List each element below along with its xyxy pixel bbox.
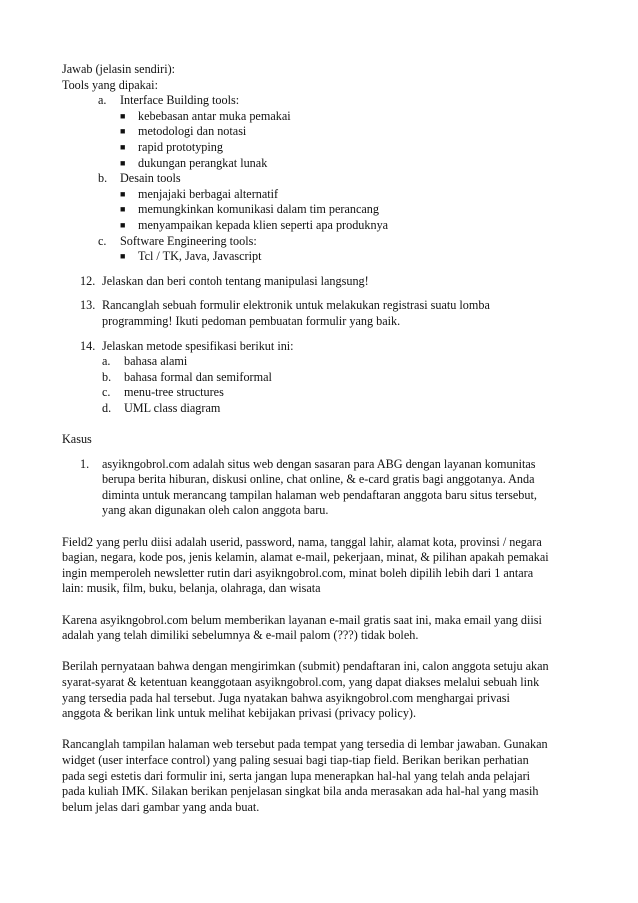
paragraph-line: yang tersedia pada hal tersebut. Juga nyatakan bahwa asyikngobrol.com menghargai privasi — [62, 690, 510, 705]
bullet-text: dukungan perangkat lunak — [138, 155, 268, 170]
square-bullet-icon: ■ — [120, 251, 126, 262]
question-number: 13. — [80, 298, 96, 313]
sub-item — [62, 370, 582, 386]
bullet-text: memungkinkan komunikasi dalam tim perancang — [138, 202, 379, 217]
question-13 — [62, 298, 582, 314]
tool-item-desain — [62, 171, 582, 187]
list-marker: b. — [102, 369, 112, 384]
paragraph-line: Karena asyikngobrol.com belum memberikan layanan e-mail gratis saat ini, maka email yang diisi — [62, 612, 542, 627]
list-marker: b. — [98, 171, 108, 186]
list-marker: d. — [102, 400, 112, 415]
document-page — [62, 62, 582, 815]
sub-item-text: bahasa formal dan semiformal — [124, 369, 272, 384]
paragraph-line: Field2 yang perlu diisi adalah userid, password, nama, tanggal lahir, alamat kota, provinsi / negara — [62, 534, 542, 549]
paragraph-fields — [62, 535, 582, 597]
tool-item-interface-building — [62, 93, 582, 109]
list-marker: c. — [98, 233, 107, 248]
sub-item-text: menu-tree structures — [124, 385, 224, 400]
kasus-text-continued: diminta untuk merancang tampilan halaman web pendaftaran anggota baru situs tersebut, — [102, 487, 537, 502]
bullet-item — [62, 140, 582, 156]
question-text: Rancanglah sebuah formulir elektronik untuk melakukan registrasi suatu lomba — [102, 298, 490, 313]
paragraph-line: ingin memperoleh newsletter rutin dari asyikngobrol.com, minat boleh dipilih lebih dari 1 antara — [62, 565, 534, 580]
sub-item — [62, 354, 582, 370]
paragraph-design — [62, 737, 582, 815]
kasus-text-continued: berupa berita hiburan, diskusi online, chat online, & e-card gratis bagi anggotanya. Anda — [102, 472, 535, 487]
bullet-item — [62, 249, 582, 265]
tool-item-software-engineering — [62, 234, 582, 250]
bullet-item — [62, 124, 582, 140]
question-12 — [62, 274, 582, 290]
square-bullet-icon: ■ — [120, 188, 126, 199]
sub-item — [62, 401, 582, 417]
paragraph-line: adalah yang telah dimiliki sebelumnya & e-mail palom (???) tidak boleh. — [62, 628, 419, 643]
bullet-text: menjajaki berbagai alternatif — [138, 186, 279, 201]
bullet-text: Tcl / TK, Java, Javascript — [138, 249, 262, 264]
paragraph-line: lain: musik, film, buku, belanja, olahraga, dan wisata — [62, 581, 321, 596]
tools-heading: Tools yang dipakai: — [62, 77, 158, 92]
sub-item — [62, 385, 582, 401]
kasus-heading: Kasus — [62, 432, 92, 447]
question-14 — [62, 339, 582, 355]
paragraph-line: pada kuliah IMK. Silakan berikan penjelasan singkat bila anda merasakan ada hal-hal yang masih — [62, 784, 539, 799]
sub-item-text: UML class diagram — [124, 400, 221, 415]
list-marker: c. — [102, 385, 111, 400]
paragraph-line: bagian, negara, kode pos, jenis kelamin, alamat e-mail, pekerjaan, minat, & pilihan apakah pemakai — [62, 550, 549, 565]
question-number: 12. — [80, 273, 96, 288]
paragraph-line: pada segi estetis dari formulir ini, serta jangan lupa menerapkan hal-hal yang telah anda pelajari — [62, 768, 531, 783]
bullet-text: rapid prototyping — [138, 139, 223, 154]
bullet-text: kebebasan antar muka pemakai — [138, 108, 291, 123]
question-text: Jelaskan metode spesifikasi berikut ini: — [102, 338, 294, 353]
question-text: Jelaskan dan beri contoh tentang manipulasi langsung! — [102, 273, 369, 288]
square-bullet-icon: ■ — [120, 126, 126, 137]
paragraph-line: widget (user interface control) yang paling sesuai bagi tiap-tiap field. Berikan berikan perhatian — [62, 752, 529, 767]
tool-label: Interface Building tools: — [120, 93, 240, 108]
paragraph-terms — [62, 659, 582, 721]
bullet-item — [62, 202, 582, 218]
list-marker: a. — [102, 354, 111, 369]
question-text-continued: programming! Ikuti pedoman pembuatan formulir yang baik. — [102, 313, 401, 328]
question-number: 14. — [80, 338, 96, 353]
paragraph-line: syarat-syarat & ketentuan keanggotaan asyikngobrol.com, yang dapat diakses melalui sebuah link — [62, 674, 540, 689]
bullet-item — [62, 187, 582, 203]
paragraph-line: anggota & berikan link untuk melihat kebijakan privasi (privacy policy). — [62, 706, 417, 721]
square-bullet-icon: ■ — [120, 110, 126, 121]
list-marker: a. — [98, 93, 107, 108]
paragraph-line: Berilah pernyataan bahwa dengan mengirimkan (submit) pendaftaran ini, calon anggota setuju akan — [62, 659, 549, 674]
paragraph-line: belum jelas dari gambar yang anda buat. — [62, 799, 260, 814]
bullet-text: menyampaikan kepada klien seperti apa produknya — [138, 217, 389, 232]
sub-item-text: bahasa alami — [124, 354, 188, 369]
square-bullet-icon: ■ — [120, 204, 126, 215]
tool-label: Software Engineering tools: — [120, 233, 257, 248]
tool-label: Desain tools — [120, 171, 181, 186]
kasus-text: asyikngobrol.com adalah situs web dengan sasaran para ABG dengan layanan komunitas — [102, 456, 536, 471]
bullet-item — [62, 109, 582, 125]
kasus-text-continued: yang akan digunakan oleh calon anggota baru. — [102, 503, 329, 518]
bullet-item — [62, 218, 582, 234]
list-marker: 1. — [80, 456, 90, 471]
answer-heading: Jawab (jelasin sendiri): — [62, 62, 176, 76]
square-bullet-icon: ■ — [120, 157, 126, 168]
kasus-item-1 — [62, 457, 582, 473]
bullet-item — [62, 156, 582, 172]
square-bullet-icon: ■ — [120, 219, 126, 230]
paragraph-email — [62, 613, 582, 644]
bullet-text: metodologi dan notasi — [138, 124, 247, 139]
paragraph-line: Rancanglah tampilan halaman web tersebut pada tempat yang tersedia di lembar jawaban. Gunakan — [62, 737, 548, 752]
square-bullet-icon: ■ — [120, 141, 126, 152]
